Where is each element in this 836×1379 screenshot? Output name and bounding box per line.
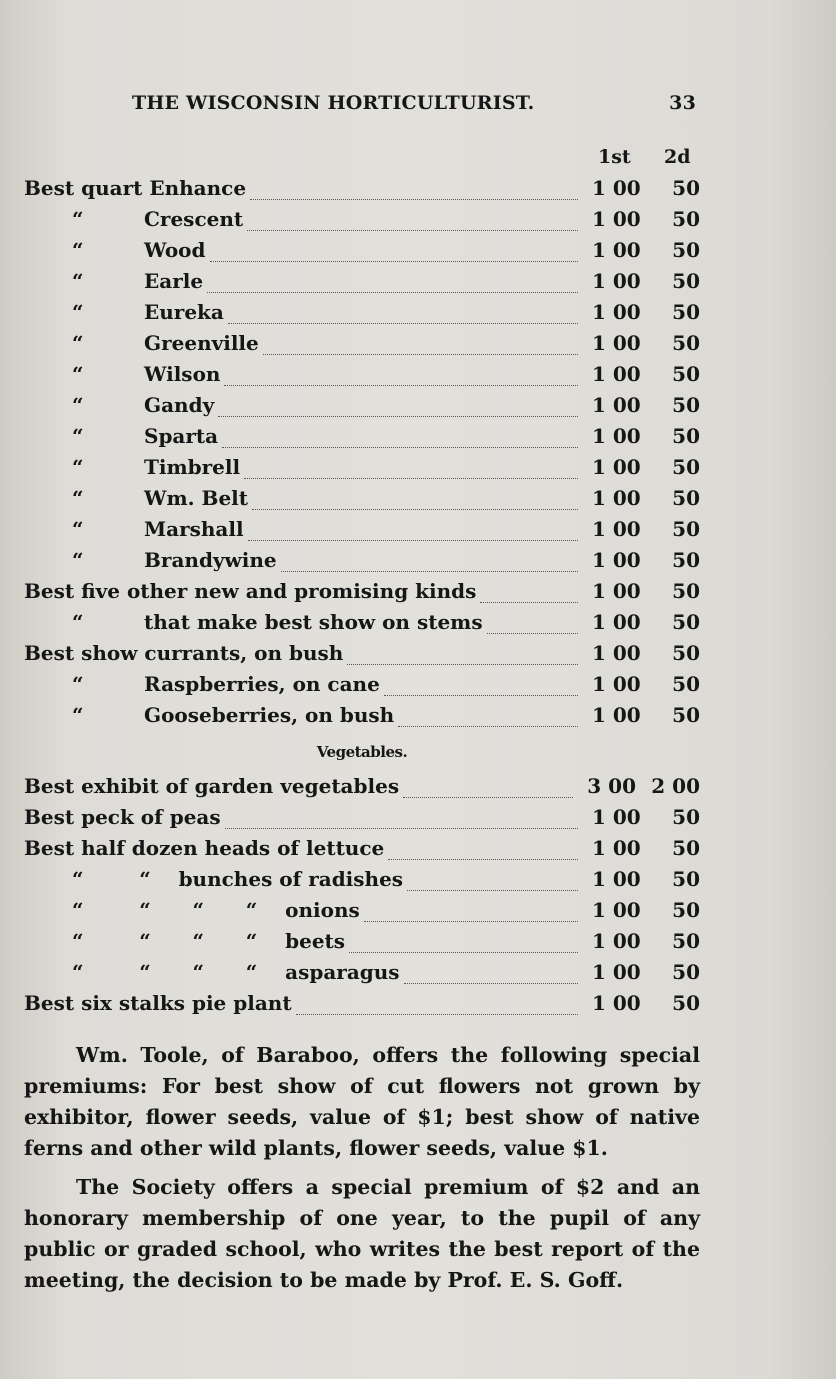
dot-leader [398, 725, 578, 727]
variety-name: Greenville [144, 331, 259, 355]
premium-row [24, 836, 700, 867]
second-premium: 50 [672, 331, 700, 355]
dot-leader [207, 291, 578, 293]
ditto-mark: “ [72, 362, 84, 386]
premium-row [24, 991, 700, 1022]
premium-row [24, 455, 700, 486]
dot-leader [407, 889, 578, 891]
first-premium: 1 00 [592, 641, 641, 665]
dot-leader [281, 570, 578, 572]
first-premium: 1 00 [592, 929, 641, 953]
variety-name: Best five other new and promising kinds [24, 579, 477, 603]
premium-row [24, 517, 700, 548]
page-number: 33 [669, 92, 696, 114]
first-premium: 3 00 [587, 774, 636, 798]
item-label [24, 362, 220, 386]
premium-row [24, 703, 700, 734]
column-headers [590, 146, 700, 170]
item-label [24, 269, 203, 293]
second-premium: 50 [672, 898, 700, 922]
premium-row [24, 579, 700, 610]
second-premium: 50 [672, 362, 700, 386]
item-label [24, 672, 380, 696]
dot-leader [404, 982, 578, 984]
item-label [24, 610, 483, 634]
variety-name: Wood [144, 238, 206, 262]
column-first-header: 1st [598, 146, 631, 168]
first-premium: 1 00 [592, 610, 641, 634]
dot-leader [224, 384, 578, 386]
premium-row [24, 929, 700, 960]
first-premium: 1 00 [592, 393, 641, 417]
dot-leader [263, 353, 578, 355]
first-premium: 1 00 [592, 548, 641, 572]
second-premium: 50 [672, 455, 700, 479]
premium-row [24, 610, 700, 641]
first-premium: 1 00 [592, 238, 641, 262]
item-label [24, 703, 394, 727]
ditto-mark: “ [72, 548, 84, 572]
second-premium: 50 [672, 486, 700, 510]
dot-leader [252, 508, 578, 510]
paragraph-society: The Society offers a special premium of $2 and an honorary membership of one year, to the pupil of any public or graded school, who writes the best report of the meeting, the decision to be made by Prof. E. S. Goff. [24, 1175, 700, 1292]
first-premium: 1 00 [592, 207, 641, 231]
column-second-header: 2d [664, 146, 691, 168]
ditto-mark: “ [72, 300, 84, 324]
premium-row [24, 176, 700, 207]
item-label: Best peck of peas [24, 805, 221, 829]
premium-row [24, 641, 700, 672]
item-label [24, 393, 214, 417]
premium-row [24, 774, 700, 805]
ditto-mark: “ [72, 703, 84, 727]
first-premium: 1 00 [592, 362, 641, 386]
first-premium: 1 00 [592, 300, 641, 324]
variety-name: Best show currants, on bush [24, 641, 344, 665]
first-premium: 1 00 [592, 331, 641, 355]
second-premium: 50 [672, 424, 700, 448]
second-premium: 50 [672, 929, 700, 953]
vegetables-heading: Vegetables. [316, 743, 408, 761]
item-label: “ “ bunches of radishes [72, 867, 404, 891]
ditto-mark: “ [72, 424, 84, 448]
premium-row [24, 331, 700, 362]
first-premium: 1 00 [592, 579, 641, 603]
second-premium: 50 [672, 300, 700, 324]
second-premium: 50 [672, 867, 700, 891]
variety-name: Crescent [144, 207, 244, 231]
item-label: Best exhibit of garden vegetables [24, 774, 400, 798]
variety-name: Raspberries, on cane [144, 672, 380, 696]
variety-name: Eureka [144, 300, 224, 324]
ditto-mark: “ [72, 455, 84, 479]
second-premium: 50 [672, 517, 700, 541]
item-label [24, 548, 277, 572]
dot-leader [388, 858, 578, 860]
premium-table [24, 176, 700, 1022]
dot-leader [228, 322, 578, 324]
first-premium: 1 00 [592, 486, 641, 510]
ditto-mark: “ [72, 207, 84, 231]
item-label [24, 579, 476, 603]
first-premium: 1 00 [592, 269, 641, 293]
ditto-mark: “ [72, 331, 84, 355]
premium-row [24, 238, 700, 269]
dot-leader [248, 539, 578, 541]
second-premium: 50 [672, 991, 700, 1015]
journal-title: THE WISCONSIN HORTICULTURIST. [132, 92, 535, 114]
first-premium: 1 00 [592, 176, 641, 200]
item-label [24, 300, 224, 324]
ditto-mark: “ [72, 269, 84, 293]
dot-leader [247, 229, 578, 231]
premium-row [24, 269, 700, 300]
premium-row [24, 207, 700, 238]
variety-name: Brandywine [144, 548, 277, 572]
first-premium: 1 00 [592, 867, 641, 891]
premium-row [24, 672, 700, 703]
second-premium: 50 [672, 269, 700, 293]
second-premium: 50 [672, 960, 700, 984]
dot-leader [210, 260, 579, 262]
first-premium: 1 00 [592, 672, 641, 696]
ditto-mark: “ [72, 610, 84, 634]
variety-name: Enhance [149, 176, 247, 200]
premium-row [24, 867, 700, 898]
second-premium: 50 [672, 579, 700, 603]
second-premium: 50 [672, 548, 700, 572]
dot-leader [349, 951, 578, 953]
dot-leader [250, 198, 578, 200]
first-premium: 1 00 [592, 836, 641, 860]
second-premium: 50 [672, 805, 700, 829]
dot-leader [347, 663, 578, 665]
first-premium: 1 00 [592, 424, 641, 448]
variety-name: Timbrell [144, 455, 241, 479]
dot-leader [384, 694, 578, 696]
variety-name: Wilson [144, 362, 221, 386]
premium-row [24, 486, 700, 517]
item-label: Best six stalks pie plant [24, 991, 292, 1015]
second-premium: 50 [672, 672, 700, 696]
second-premium: 50 [672, 703, 700, 727]
dot-leader [364, 920, 578, 922]
item-label [24, 176, 246, 200]
second-premium: 50 [672, 610, 700, 634]
premium-row [24, 548, 700, 579]
item-label [24, 238, 206, 262]
variety-name: Gandy [144, 393, 215, 417]
variety-name: that make best show on stems [144, 610, 483, 634]
dot-leader [225, 827, 578, 829]
item-label: “ “ “ “ onions [72, 898, 360, 922]
ditto-mark: “ [72, 238, 84, 262]
paragraph-toole: Wm. Toole, of Baraboo, offers the following special premiums: For best show of cut flowers not grown by exhibitor, flower seeds, value of $1; best show of native ferns and other wild plants, flower seeds, value $1. [24, 1043, 700, 1160]
first-premium: 1 00 [592, 455, 641, 479]
dot-leader [218, 415, 578, 417]
ditto-mark: “ [72, 517, 84, 541]
item-label [24, 455, 240, 479]
item-label [24, 424, 218, 448]
first-premium: 1 00 [592, 703, 641, 727]
second-premium: 50 [672, 207, 700, 231]
dot-leader [403, 796, 573, 798]
premium-row [24, 362, 700, 393]
item-label [24, 641, 343, 665]
dot-leader [244, 477, 578, 479]
first-premium: 1 00 [592, 991, 641, 1015]
first-premium: 1 00 [592, 960, 641, 984]
variety-name: Wm. Belt [144, 486, 249, 510]
ditto-mark: “ [72, 672, 84, 696]
variety-name: Earle [144, 269, 204, 293]
first-premium: 1 00 [592, 805, 641, 829]
second-premium: 50 [672, 238, 700, 262]
premium-row [24, 898, 700, 929]
ditto-mark: “ [72, 486, 84, 510]
item-label: Best half dozen heads of lettuce [24, 836, 385, 860]
second-premium: 2 00 [651, 774, 700, 798]
second-premium: 50 [672, 393, 700, 417]
dot-leader [296, 1013, 578, 1015]
dot-leader [222, 446, 578, 448]
second-premium: 50 [672, 176, 700, 200]
dot-leader [487, 632, 578, 634]
variety-name: Marshall [144, 517, 244, 541]
second-premium: 50 [672, 836, 700, 860]
item-label: “ “ “ “ beets [72, 929, 346, 953]
premium-row [24, 300, 700, 331]
variety-name: Sparta [144, 424, 219, 448]
item-label [24, 517, 244, 541]
premium-row [24, 805, 700, 836]
ditto-mark: “ [72, 393, 84, 417]
item-label [24, 486, 248, 510]
dot-leader [480, 601, 578, 603]
first-premium: 1 00 [592, 517, 641, 541]
item-label [24, 331, 259, 355]
item-label [24, 207, 243, 231]
variety-name: Gooseberries, on bush [144, 703, 395, 727]
second-premium: 50 [672, 641, 700, 665]
premium-row [24, 960, 700, 991]
first-premium: 1 00 [592, 898, 641, 922]
label-prefix: Best quart [24, 176, 143, 200]
premium-row [24, 424, 700, 455]
premium-row [24, 393, 700, 424]
item-label: “ “ “ “ asparagus [72, 960, 400, 984]
